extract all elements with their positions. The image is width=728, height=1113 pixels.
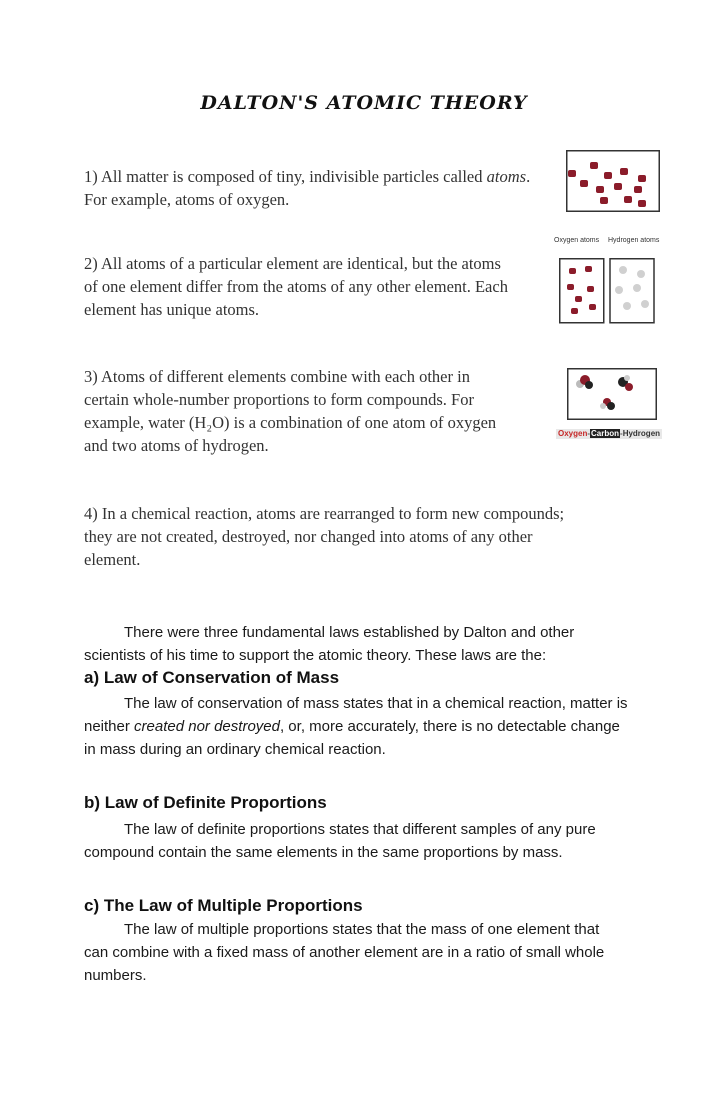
- carbon-atom: [607, 402, 615, 410]
- postulate-2: [84, 252, 554, 321]
- postulate-3: [84, 365, 554, 457]
- hydrogen-atom: [615, 286, 623, 294]
- oxygen-atom: [589, 304, 596, 310]
- law-c-heading: c) The Law of Multiple Proportions: [84, 896, 363, 915]
- postulate-2-line-1: 2) All atoms of a particular element are identical, but the atoms: [84, 254, 501, 273]
- law-b-body: [84, 818, 684, 864]
- oxygen-atom: [575, 296, 582, 302]
- postulate-1-period: .: [526, 167, 531, 186]
- postulate-4-line-1: 4) In a chemical reaction, atoms are rearranged to form new compounds;: [84, 504, 565, 523]
- postulate-3-line-3: example, water (H₂O) is a combination of one atom of oxygen: [84, 413, 497, 432]
- hydrogen-atom: [619, 266, 627, 274]
- legend-oxygen: Oxygen: [558, 429, 588, 438]
- oxygen-atom: [571, 308, 578, 314]
- oxygen-atom: [624, 196, 632, 203]
- molecule-legend: [556, 429, 662, 439]
- carbon-atom: [585, 381, 593, 389]
- postulate-4-line-2: they are not created, destroyed, nor changed into atoms of any other: [84, 527, 533, 546]
- intro-line-1: [84, 621, 684, 644]
- oxygen-atom: [585, 266, 592, 272]
- oxygen-atoms-caption: Oxygen atoms: [554, 237, 600, 244]
- law-a-line-2-end: , or, more accurately, there is no detectable change: [279, 718, 620, 735]
- hydrogen-atom: [623, 302, 631, 310]
- postulate-2-line-3: element has unique atoms.: [84, 300, 260, 319]
- legend-separator: -: [620, 429, 623, 438]
- postulate-1-line-2: For example, atoms of oxygen.: [84, 190, 290, 209]
- oxygen-atom: [590, 162, 598, 169]
- oxygen-atom: [580, 180, 588, 187]
- law-c-line-1: [84, 918, 694, 941]
- law-a-line-1-text: The law of conservation of mass states that in a chemical reaction, matter is: [124, 695, 628, 712]
- law-a-body: [84, 692, 684, 761]
- oxygen-atom: [568, 170, 576, 177]
- element-atoms-figure: [559, 258, 655, 324]
- hydrogen-atom: [637, 270, 645, 278]
- law-b-line-1: [84, 818, 684, 841]
- hydrogen-atom: [641, 300, 649, 308]
- postulate-3-line-1: 3) Atoms of different elements combine with each other in: [84, 367, 470, 386]
- postulate-4-line-3: element.: [84, 550, 141, 569]
- law-b-line-1-text: The law of definite proportions states that different samples of any pure: [124, 821, 596, 838]
- law-a-line-2: [84, 715, 684, 738]
- oxygen-atom: [614, 183, 622, 190]
- hydrogen-atom: [633, 284, 641, 292]
- oxygen-atom: [638, 175, 646, 182]
- legend-hydrogen: Hydrogen: [622, 429, 661, 438]
- law-a-line-3: in mass during an ordinary chemical reaction.: [84, 741, 386, 758]
- oxygen-box: [560, 259, 604, 323]
- law-a-heading: a) Law of Conservation of Mass: [84, 668, 340, 687]
- postulate-1: [84, 165, 574, 211]
- intro-line-2: scientists of his time to support the atomic theory. These laws are the:: [84, 647, 547, 664]
- hydrogen-atom: [624, 375, 630, 381]
- oxygen-atom: [638, 200, 646, 207]
- legend-separator: -: [587, 429, 591, 438]
- law-b-line-2: compound contain the same elements in the same proportions by mass.: [84, 844, 563, 861]
- molecules-figure: [567, 368, 657, 420]
- law-c-line-2: can combine with a fixed mass of another element are in a ratio of small whole: [84, 944, 605, 961]
- oxygen-atom: [634, 186, 642, 193]
- intro-line-1-text: There were three fundamental laws established by Dalton and other: [124, 624, 575, 641]
- law-c-line-3: numbers.: [84, 967, 147, 984]
- hydrogen-atom: [600, 403, 606, 409]
- oxygen-atom: [600, 197, 608, 204]
- law-c-line-1-text: The law of multiple proportions states that the mass of one element that: [124, 921, 600, 938]
- oxygen-atom: [569, 268, 576, 274]
- postulate-2-line-2: of one element differ from the atoms of any other element. Each: [84, 277, 508, 296]
- law-a-line-1: [84, 692, 684, 715]
- law-a-italic-phrase: created nor destroyed: [134, 718, 280, 735]
- oxygen-atom: [567, 284, 574, 290]
- figure-frame: [568, 369, 657, 420]
- postulate-3-line-2: certain whole-number proportions to form compounds. For: [84, 390, 474, 409]
- oxygen-atom: [587, 286, 594, 292]
- law-b-heading: b) Law of Definite Proportions: [84, 793, 327, 812]
- oxygen-atom: [625, 383, 633, 391]
- law-c-body: [84, 918, 694, 987]
- postulate-1-text: 1) All matter is composed of tiny, indivisible particles called: [84, 167, 487, 186]
- postulate-1-line-1: [84, 165, 574, 188]
- intro-paragraph: [84, 621, 684, 667]
- law-a-line-2-start: neither: [84, 718, 135, 735]
- hydrogen-atoms-caption: Hydrogen atoms: [608, 237, 660, 244]
- oxygen-atom: [596, 186, 604, 193]
- postulate-1-italic-term: atoms: [486, 167, 527, 186]
- postulate-3-line-4: and two atoms of hydrogen.: [84, 436, 269, 455]
- oxygen-atoms-figure: [566, 150, 660, 212]
- postulate-4: [84, 502, 684, 571]
- oxygen-atom: [620, 168, 628, 175]
- page-title: DALTON'S ATOMIC THEORY: [200, 92, 528, 114]
- oxygen-atom: [604, 172, 612, 179]
- legend-carbon: Carbon: [591, 429, 620, 438]
